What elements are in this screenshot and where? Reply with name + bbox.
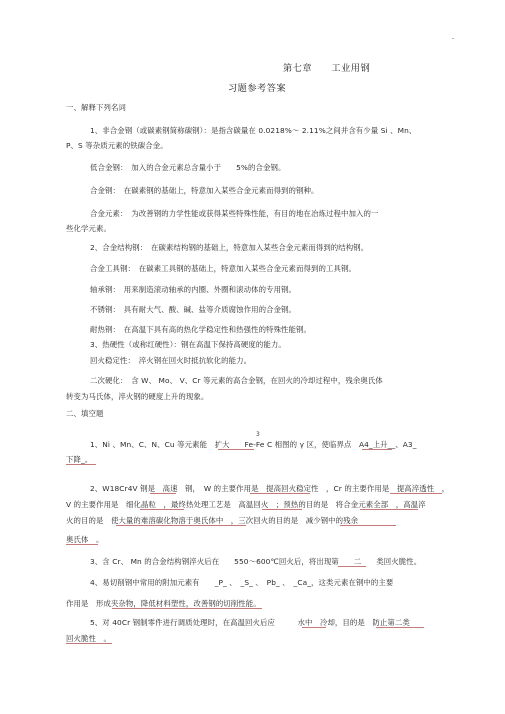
answer-underline	[362, 449, 392, 450]
answer-underline	[218, 449, 254, 450]
fill-in-question-2: 2、W18Cr4V 钢是 高速 钢， W 的主要作用是 提高回火稳定性 ，Cr 的主要作用是 提高淬透性 ，	[90, 484, 450, 493]
fill-in-question-1: 1、Ni 、Mn、C、N、Cu 等元素能 扩大 Fe-Fe C 相图的 γ 区，使临界点 A4_上升__、A3_	[90, 440, 417, 449]
definition-line: 合金钢： 在碳素钢的基础上，特意加入某些合金元素而得到的钢种。	[90, 186, 319, 195]
definition-line: 些化学元素。	[66, 224, 111, 233]
definition-line: 耐热钢： 在高温下具有高的热化学稳定性和热强性的特殊性能钢。	[90, 325, 312, 334]
answer-underline	[302, 627, 326, 628]
definition-line: P、S 等杂质元素的铁碳合金。	[66, 141, 168, 150]
section-heading-definitions: 一、解释下列名词	[66, 103, 126, 112]
fill-in-question-3: 3、含 Cr、 Mn 的合金结构钢淬火后在 550～600℃回火后，将出现第 二 类回火脆性。	[90, 557, 422, 566]
definition-line: 回火稳定性： 淬火钢在回火时抵抗软化的能力。	[90, 356, 252, 365]
definition-line: 3、热硬性（或称红硬性）：钢在高温下保持高硬度的能力。	[90, 340, 286, 349]
answer-underline	[250, 493, 310, 494]
definition-line: 1、非合金钢（或碳素钢简称碳钢）：是指含碳量在 0.0218%～ 2.11%之间并含有少量 Si 、Mn、	[90, 126, 417, 135]
definition-line: 2、合金结构钢： 在碳素结构钢的基础上，特意加入某些合金元素而得到的结构钢。	[90, 243, 369, 252]
fill-in-question-2-cont: V 的主要作用是 细化晶粒 ，最终热处理工艺是 高温回火 ；预热的目的是 将合金元素全部 ，高温淬	[66, 500, 426, 509]
chapter-title: 第七章 工业用钢	[283, 63, 371, 74]
answer-underline	[360, 509, 418, 510]
answer-underline	[390, 493, 442, 494]
answer-underline	[150, 493, 176, 494]
answer-underline	[140, 509, 184, 510]
fill-in-question-4-cont: 作用是 形成夹杂物，降低材料塑性，改善钢的切削性能。	[66, 599, 261, 608]
answer-underline	[66, 544, 98, 545]
fill-in-question-5-cont: 回火脆性 。	[66, 634, 111, 643]
document-subtitle: 习题参考答案	[228, 83, 287, 94]
header-dot: -	[452, 35, 455, 42]
definition-line: 轴承钢： 用来制造滚动轴承的内圈、外圈和滚动体的专用钢。	[90, 285, 297, 294]
fill-in-question-1-cont: 下降_。	[66, 455, 93, 464]
fill-in-question-5: 5、对 40Cr 钢制零件进行调质处理时，在高温回火后应 水中 冷却，目的是 防止第二类	[90, 618, 410, 627]
answer-underline	[112, 608, 262, 609]
subscript-three: 3	[256, 431, 260, 438]
definition-line: 二次硬化： 含 W、 Mo、 V、Cr 等元素的高合金钢，在回火的冷却过程中，残余奥氏体	[90, 376, 383, 385]
definition-line: 不锈钢： 具有耐大气、酸、碱、盐等介质腐蚀作用的合金钢。	[90, 305, 297, 314]
definition-line: 合金工具钢： 在碳素工具钢的基础上，特意加入某些合金元素而得到的工具钢。	[90, 264, 356, 273]
definition-line: 转变为马氏体，淬火钢的硬度上升的现象。	[66, 392, 209, 401]
definition-line: 低合金钢： 加入的合金元素总含量小于 5%的合金钢。	[90, 163, 286, 172]
fill-in-question-4: 4、易切削钢中常用的附加元素有 _P_ 、 _S_ 、 Pb_ 、 _Ca_，这类元素在钢中的主要	[90, 578, 394, 587]
fill-in-question-2-cont: 奥氏体 。	[66, 535, 104, 544]
section-heading-fill-in: 二、填空题	[66, 409, 104, 418]
answer-underline	[66, 643, 112, 644]
answer-underline	[340, 525, 396, 526]
answer-underline	[116, 525, 246, 526]
answer-underline	[338, 566, 366, 567]
answer-underline	[262, 509, 302, 510]
answer-underline	[66, 464, 96, 465]
answer-underline	[376, 627, 424, 628]
fill-in-question-2-cont: 火的目的是 使大量的难溶碳化物溶于奥氏体中 ，三次回火的目的是 减少钢中的残余	[66, 516, 359, 525]
definition-line: 合金元素： 为改善钢的力学性能或获得某些特殊性能，有目的地在冶炼过程中加入的一	[90, 209, 379, 218]
